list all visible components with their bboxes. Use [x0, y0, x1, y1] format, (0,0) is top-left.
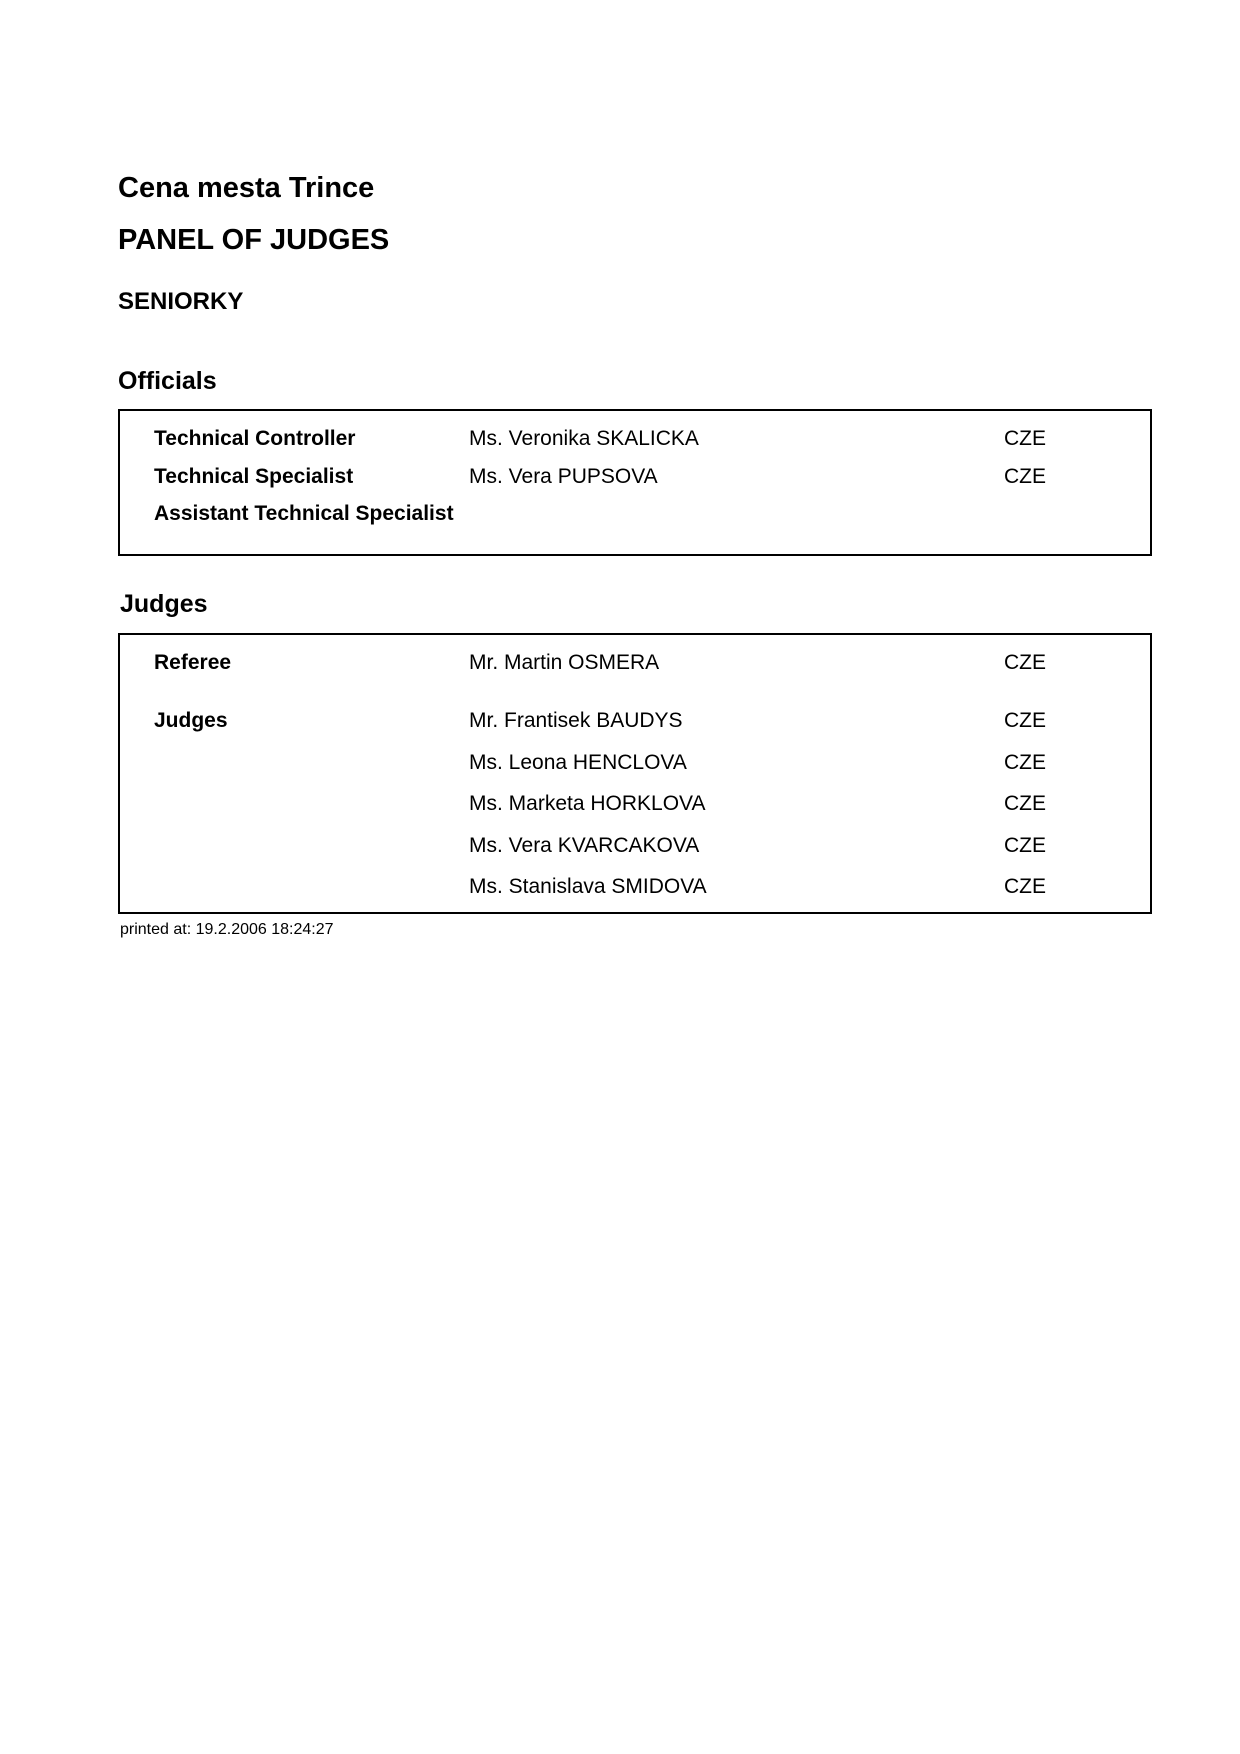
judge-row — [120, 792, 1150, 822]
judge-name: Ms. Leona HENCLOVA — [469, 751, 687, 774]
judge-nation: CZE — [1004, 834, 1046, 857]
officials-panel — [118, 409, 1152, 556]
judge-name: Ms. Marketa HORKLOVA — [469, 792, 706, 815]
page-title: PANEL OF JUDGES — [118, 224, 390, 256]
printed-timestamp: printed at: 19.2.2006 18:24:27 — [120, 921, 334, 938]
official-role: Assistant Technical Specialist — [154, 502, 454, 525]
judge-row — [120, 834, 1150, 864]
judge-row — [120, 875, 1150, 905]
official-name: Ms. Vera PUPSOVA — [469, 465, 658, 488]
judges-heading: Judges — [120, 590, 208, 618]
judge-name: Ms. Vera KVARCAKOVA — [469, 834, 700, 857]
judge-nation: CZE — [1004, 709, 1046, 732]
judge-name: Mr. Frantisek BAUDYS — [469, 709, 683, 732]
official-row — [120, 427, 1150, 457]
referee-nation: CZE — [1004, 651, 1046, 674]
official-role: Technical Specialist — [154, 465, 354, 488]
official-row — [120, 502, 1150, 532]
event-name: Cena mesta Trince — [118, 172, 375, 204]
official-name: Ms. Veronika SKALICKA — [469, 427, 699, 450]
judges-panel — [118, 633, 1152, 914]
referee-name: Mr. Martin OSMERA — [469, 651, 660, 674]
referee-role: Referee — [154, 651, 232, 674]
referee-row — [120, 651, 1150, 681]
judge-name: Ms. Stanislava SMIDOVA — [469, 875, 707, 898]
judge-row — [120, 709, 1150, 739]
judge-row — [120, 751, 1150, 781]
judge-nation: CZE — [1004, 875, 1046, 898]
judge-nation: CZE — [1004, 792, 1046, 815]
category-label: SENIORKY — [118, 288, 244, 315]
official-nation: CZE — [1004, 465, 1046, 488]
official-nation: CZE — [1004, 427, 1046, 450]
judge-nation: CZE — [1004, 751, 1046, 774]
official-role: Technical Controller — [154, 427, 356, 450]
official-row — [120, 465, 1150, 495]
officials-heading: Officials — [118, 367, 217, 395]
judges-label: Judges — [154, 709, 228, 732]
